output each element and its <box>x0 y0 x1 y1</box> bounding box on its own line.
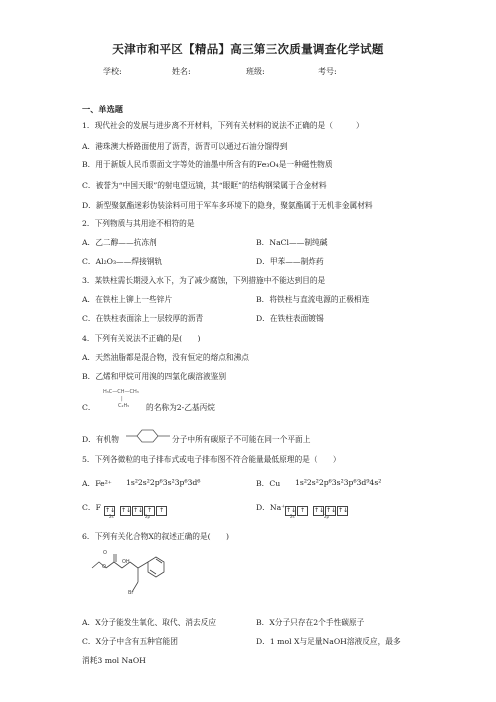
name-label: 姓名: <box>172 67 191 76</box>
orbital-box: ↑↓ <box>338 506 349 514</box>
q6-struct-br: Br <box>128 590 134 596</box>
q2-option-d: D．甲苯——制炸药 <box>256 257 324 266</box>
q5-stem: 5．下列各微粒的电子排布式或电子排布图不符合能量最低原理的是（ ） <box>82 455 341 464</box>
q3-option-a: A．在铁柱上铆上一些锌片 <box>82 295 173 304</box>
q6-struct-o1: O <box>103 550 107 556</box>
q3-option-d: D．在铁柱表面镀锡 <box>256 314 324 323</box>
q4-struct-top: H₃C—CH—CH₃ <box>103 389 139 395</box>
q5-option-b-config: 1s²2s²2p⁶3s²3p⁶3d⁹4s² <box>295 478 382 487</box>
orbital-box: ↑↓ <box>105 506 116 514</box>
section-title: 一、单选题 <box>82 104 123 114</box>
q4-option-c-text: 的名称为2-乙基丙烷 <box>146 403 215 412</box>
orbital-label-2s: 2s <box>290 514 295 519</box>
q6-option-b: B．X分子只存在2个手性碳原子 <box>256 618 365 627</box>
q4-option-a: A．天然油脂都是混合物，没有恒定的熔点和沸点 <box>82 353 249 362</box>
q6-struct-oh: OH <box>122 559 130 565</box>
page-title: 天津市和平区【精品】高三第三次质量调查化学试题 <box>112 42 384 56</box>
q6-struct-o2: O <box>102 564 106 570</box>
orbital-box: ↑↓ <box>121 506 132 514</box>
q5-option-b-label: B．Cu <box>256 479 281 488</box>
orbital-label-2p: 2p <box>324 514 330 519</box>
class-label: 班级: <box>246 67 265 76</box>
q6-option-a: A．X分子能发生氧化、取代、消去反应 <box>82 618 217 627</box>
q3-option-b: B．将铁柱与直流电源的正极相连 <box>256 295 370 304</box>
q5-option-a-label: A．Fe²⁺ <box>82 479 112 488</box>
orbital-box: ↑ <box>156 506 167 516</box>
q1-stem: 1．现代社会的发展与进步离不开材料，下列有关材料的说法不正确的是（ ） <box>82 121 364 130</box>
q4-option-c-prefix: C． <box>82 403 96 412</box>
q6-option-d: D．1 mol X与足量NaOH溶液反应，最多 <box>256 637 401 646</box>
school-label: 学校: <box>103 67 122 76</box>
q4-option-d-text: 分子中所有碳原子不可能在同一个平面上 <box>172 435 311 444</box>
exam-no-label: 考号: <box>318 67 337 76</box>
orbital-box: ↑↓ <box>326 506 337 514</box>
q6-option-d-continued: 消耗3 mol NaOH <box>82 656 146 665</box>
q4-option-b: B．乙烯和甲烷可用溴的四氯化碳溶液鉴别 <box>82 372 227 381</box>
q3-stem: 3．某铁柱需长期浸入水下，为了减少腐蚀，下列措施中不能达到目的是 <box>82 276 326 285</box>
q6-option-c: C．X分子中含有五种官能团 <box>82 637 178 646</box>
q1-option-a: A．港珠澳大桥路面使用了沥青，沥青可以通过石油分馏得到 <box>82 142 288 151</box>
q1-option-c: C．被誉为“中国天眼”的射电望远镜，其“眼眶”的结构钢梁属于合金材料 <box>82 181 327 190</box>
orbital-label-2p: 2p <box>145 514 151 519</box>
q1-option-d: D．新型聚氨酯迷彩伪装涂料可用于军车多环境下的隐身，聚氨酯属于无机非金属材料 <box>82 201 373 210</box>
q4-struct-bond: | <box>121 396 123 402</box>
orbital-label-2s: 2s <box>109 514 114 519</box>
orbital-box: ↑↓ <box>286 506 297 514</box>
q2-option-c: C．Al₂O₃——焊接钢轨 <box>82 257 163 266</box>
q4-option-d-prefix: D．有机物 <box>82 435 119 444</box>
orbital-box: ↑↓ <box>314 506 325 514</box>
q3-option-c: C．在铁柱表面涂上一层较厚的沥青 <box>82 314 204 323</box>
q2-option-b: B．NaCl——制纯碱 <box>256 238 328 247</box>
q2-option-a: A．乙二醇——抗冻剂 <box>82 238 157 247</box>
q5-option-d-label: D．Na⁺ <box>256 503 286 512</box>
orbital-box: ↑ <box>297 506 308 516</box>
orbital-box: ↑ <box>144 506 155 516</box>
q4-stem: 4．下列有关说法不正确的是( ) <box>82 334 201 343</box>
q4-d-molecule-diagram <box>126 429 171 443</box>
q5-option-a-config: 1s²2s²2p⁶3s²3p⁶3d⁶ <box>126 478 201 487</box>
q5-option-c-label: C．F <box>82 503 101 512</box>
orbital-box: ↑↓ <box>133 506 144 514</box>
q2-stem: 2．下列物质与其用途不相符的是 <box>82 219 195 228</box>
q6-stem: 6．下列有关化合物X的叙述正确的是( ) <box>82 532 230 541</box>
q1-option-b: B．用于新版人民币票面文字等处的油墨中所含有的Fe₃O₄是一种磁性物质 <box>82 160 333 169</box>
q4-struct-bottom: C₂H₅ <box>118 403 130 409</box>
